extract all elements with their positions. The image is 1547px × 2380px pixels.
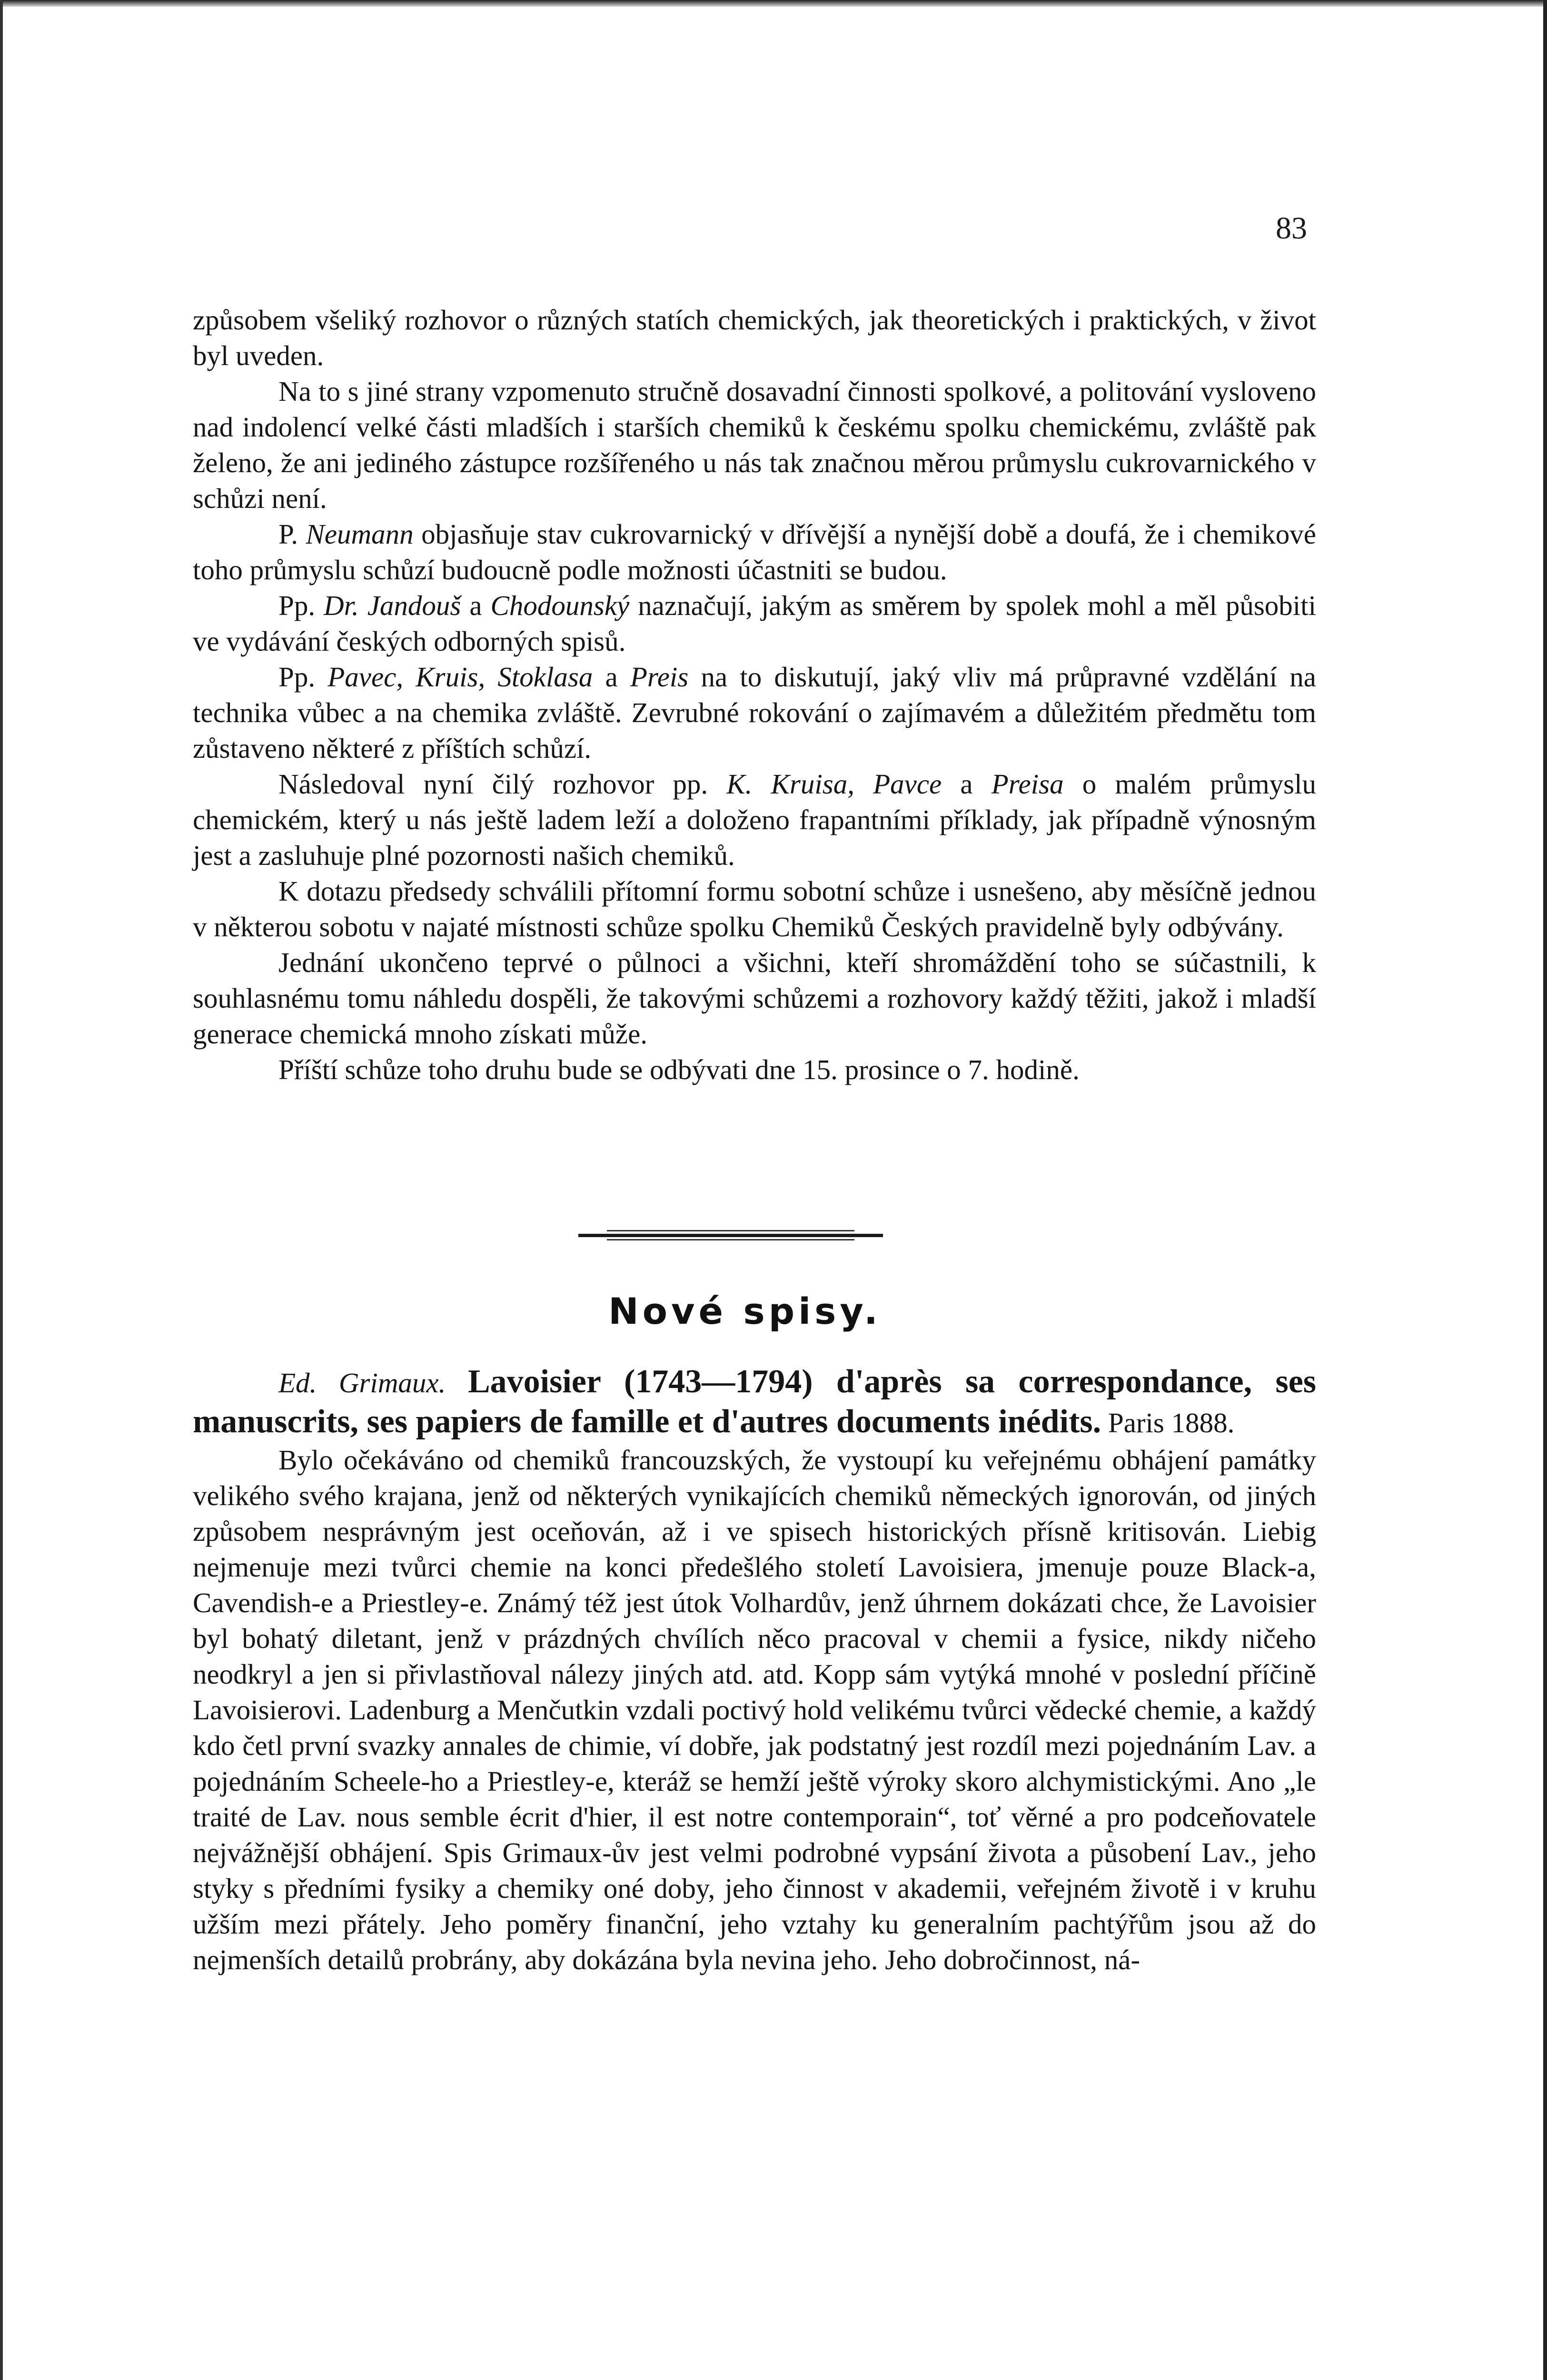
review-heading (193, 1362, 1316, 1442)
text: P. (278, 518, 306, 550)
review-body: Bylo očekáváno od chemiků francouzských, že vystoupí ku veřejnému obhájení památky velikého svého krajana, jenž od některých vynikajících chemiků německých ignorován, od jiných způsobem nesprávným jest oceňován, až i ve spisech historických přísně kritisován. Liebig nejmenuje mezi tvůrci chemie na konci předešlého století Lavoisiera, jmenuje pouze Black-a, Cavendish-e a Priestley-e. Známý též jest útok Volhardův, jenž úhrnem dokázati chce, že Lavoisier byl bohatý diletant, jenž v prázdných chvílích něco pracoval v chemii a fysice, nikdy ničeho neodkryl a jen si přivlastňoval nálezy jiných atd. atd. Kopp sám vytýká mnohé v poslední příčině Lavoisierovi. Ladenburg a Menčutkin vzdali poctivý hold velikému tvůrci vědecké chemie, a každý kdo četl první svazky annales de chimie, ví dobře, jak podstatný jest rozdíl mezi pojednáním Lav. a pojednáním Scheele-ho a Priestley-e, kteráž se hemží ještě výroky skoro alchymistickými. Ano „le traité de Lav. nous semble écrit d'hier, il est notre contemporain“, toť věrné a pro podceňovatele nejvážnější obhájení. Spis Grimaux-ův jest velmi podrobné vypsání života a působení Lav., jeho styky s předními fysiky a chemiky oné doby, jeho činnost v akademii, veřejném životě i v kruhu užším mezi přátely. Jeho poměry finanční, jeho vztahy ku generalním pachtýřům jsou až do nejmenších detailů probrány, aby dokázána byla nevina jeho. Jeho dobročinnost, ná- (193, 1444, 1316, 1975)
review-imprint: Paris 1888. (1108, 1407, 1235, 1438)
text: objasňuje stav cukrovarnický v dřívější a nynější době a doufá, že i chemikové toho průmyslu schůzí budoucně podle možnosti účastniti se budou. (193, 518, 1316, 585)
paragraph-conclusion: Jednání ukončeno teprvé o půlnoci a všichni, kteří shromáždění toho se súčastnili, k souhlasnému tomu náhledu dospěli, že takovými schůzemi a rozhovory každý těžiti, jakož i mladší generace chemická mnoho získati může. (193, 947, 1316, 1050)
divider-line (578, 1234, 883, 1237)
paragraph-neumann (193, 516, 1316, 588)
paragraph-small-industry (193, 766, 1316, 873)
person-name: Neumann (306, 518, 414, 550)
person-names: K. Kruisa, Pavce (726, 768, 942, 800)
text: naznačují, jakým as směrem by spolek mohl a měl působiti ve vydávání českých odborných spisů. (193, 590, 1316, 657)
person-name: Chodounský (490, 590, 630, 621)
text: a (942, 768, 992, 800)
paragraph-meeting-form: K dotazu předsedy schválili přítomní formu sobotní schůze i usnešeno, aby měsíčně jednou v některou sobotu v najaté místnosti schůze spolku Chemiků Českých pravidelně byly odbývány. (193, 875, 1316, 942)
text: Pp. (278, 661, 328, 693)
paragraph-jandous (193, 588, 1316, 659)
paragraph-activity: Na to s jiné strany vzpomenuto stručně dosavadní činnosti spolkové, a politování vysloveno nad indolencí velké části mladších i starších chemiků k českému spolku chemickému, zvláště pak želeno, že ani jediného zástupce rozšířeného u nás tak značnou měrou průmyslu cukrovarnického v schůzi není. (193, 376, 1316, 514)
person-name: Dr. Jandouš (324, 590, 461, 621)
text: Pp. (278, 590, 324, 621)
page-right-edge (1543, 0, 1547, 2380)
text: na to diskutují, jaký vliv má průpravné vzdělání na technika vůbec a na chemika zvláště. Zevrubné rokování o zajímavém a důležitém předmětu tom zůstaveno některé z příštích schůzí. (193, 661, 1316, 764)
section-divider (578, 1230, 883, 1240)
page-number: 83 (1276, 211, 1307, 246)
book-review (193, 1362, 1316, 1978)
divider-line (607, 1239, 854, 1240)
review-title: Lavoisier (1743—1794) d'après sa correspondance, ses manuscrits, ses papiers de famille et d'autres documents inédits. (193, 1363, 1317, 1440)
person-name: Preisa (991, 768, 1064, 800)
text: a (461, 590, 491, 621)
text: o malém průmyslu chemickém, který u nás ještě ladem leží a doloženo frapantními příklady, jak případně výnosným jest a zasluhuje plné pozornosti našich chemiků. (193, 768, 1317, 871)
divider-line (607, 1230, 854, 1231)
person-names: Pavec, Kruis, Stoklasa (327, 661, 593, 693)
page-top-edge (0, 0, 1547, 7)
person-name: Preis (630, 661, 689, 693)
review-author: Ed. Grimaux. (278, 1367, 446, 1398)
paragraph-next-meeting: Příští schůze toho druhu bude se odbývati dne 15. prosince o 7. hodině. (278, 1054, 1080, 1085)
text: a (593, 661, 630, 693)
meeting-report (193, 302, 1316, 1088)
section-heading: Nové spisy. (608, 1290, 882, 1332)
paragraph-discussion (193, 659, 1316, 766)
text: Následoval nyní čilý rozhovor pp. (278, 768, 727, 800)
page-left-edge (0, 0, 3, 2380)
paragraph-continuation: způsobem všeliký rozhovor o různých statích chemických, jak theoretických i praktických, v život byl uveden. (193, 304, 1316, 371)
